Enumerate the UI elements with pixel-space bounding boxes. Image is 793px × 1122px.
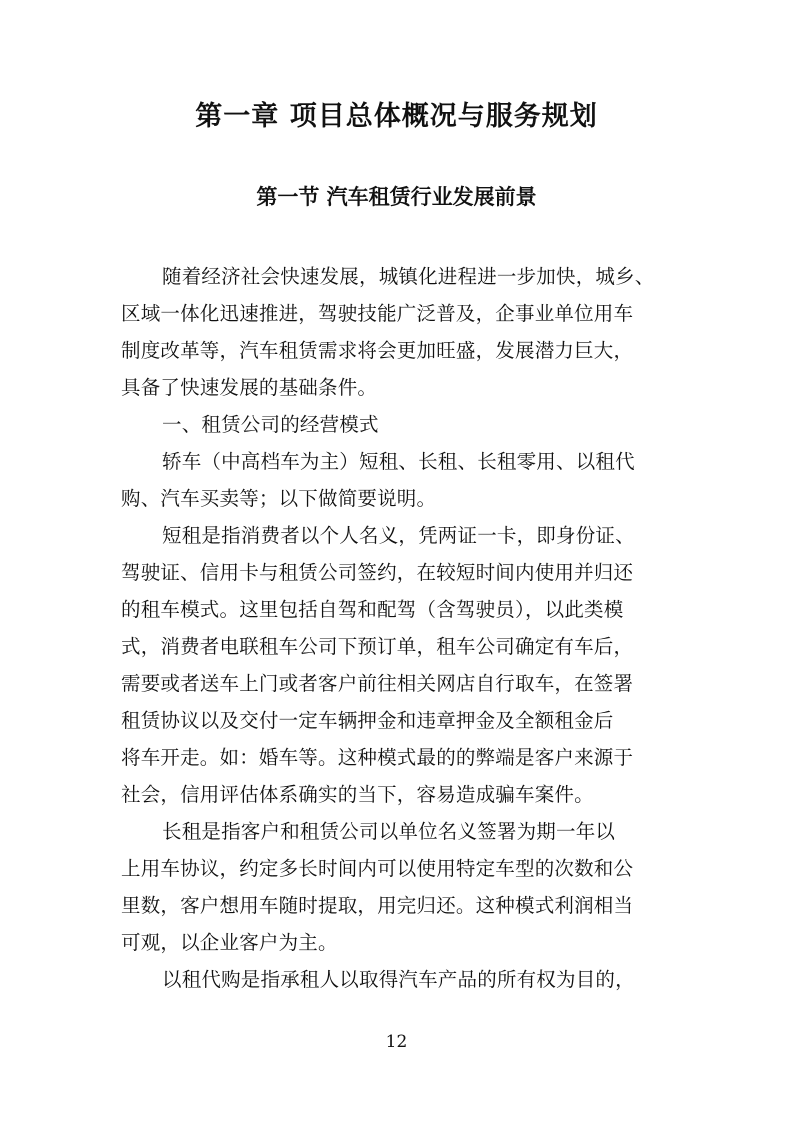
text-line: 短租是指消费者以个人名义，凭两证一卡，即身份证、 xyxy=(162,524,635,547)
text-line: 区域一体化迅速推进，驾驶技能广泛普及，企事业单位用车 xyxy=(121,302,634,325)
text-line: 将车开走。如：婚车等。这种模式最的的弊端是客户来源于 xyxy=(121,746,634,769)
body-text xyxy=(121,258,681,998)
text-line: 需要或者送车上门或者客户前往相关网店自行取车，在签署 xyxy=(121,672,634,695)
text-line: 制度改革等，汽车租赁需求将会更加旺盛，发展潜力巨大， xyxy=(121,339,634,362)
text-line: 轿车（中高档车为主）短租、长租、长租零用、以租代 xyxy=(162,450,635,473)
text-line: 上用车协议，约定多长时间内可以使用特定车型的次数和公 xyxy=(121,857,634,880)
text-line: 驾驶证、信用卡与租赁公司签约，在较短时间内使用并归还 xyxy=(121,561,634,584)
text-line: 租赁协议以及交付一定车辆押金和违章押金及全额租金后 xyxy=(121,709,614,732)
text-line: 购、汽车买卖等；以下做简要说明。 xyxy=(121,487,437,510)
chapter-title: 第一章 项目总体概况与服务规划 xyxy=(195,101,598,132)
list-heading: 一、租赁公司的经营模式 xyxy=(162,413,379,436)
text-line: 具备了快速发展的基础条件。 xyxy=(121,376,378,399)
page-number: 12 xyxy=(385,1032,408,1052)
section-title: 第一节 汽车租赁行业发展前景 xyxy=(256,185,537,209)
text-line: 式，消费者电联租车公司下预订单，租车公司确定有车后， xyxy=(121,635,634,658)
text-line: 可观，以企业客户为主。 xyxy=(121,931,338,954)
text-line: 长租是指客户和租赁公司以单位名义签署为期一年以 xyxy=(162,820,616,843)
text-line: 的租车模式。这里包括自驾和配驾（含驾驶员），以此类模 xyxy=(121,598,624,621)
text-line: 社会，信用评估体系确实的当下，容易造成骗车案件。 xyxy=(121,783,594,806)
text-line: 随着经济社会快速发展，城镇化进程进一步加快，城乡、 xyxy=(162,265,655,288)
text-line: 里数，客户想用车随时提取，用完归还。这种模式利润相当 xyxy=(121,894,634,917)
text-line: 以租代购是指承租人以取得汽车产品的所有权为目的， xyxy=(162,968,635,991)
